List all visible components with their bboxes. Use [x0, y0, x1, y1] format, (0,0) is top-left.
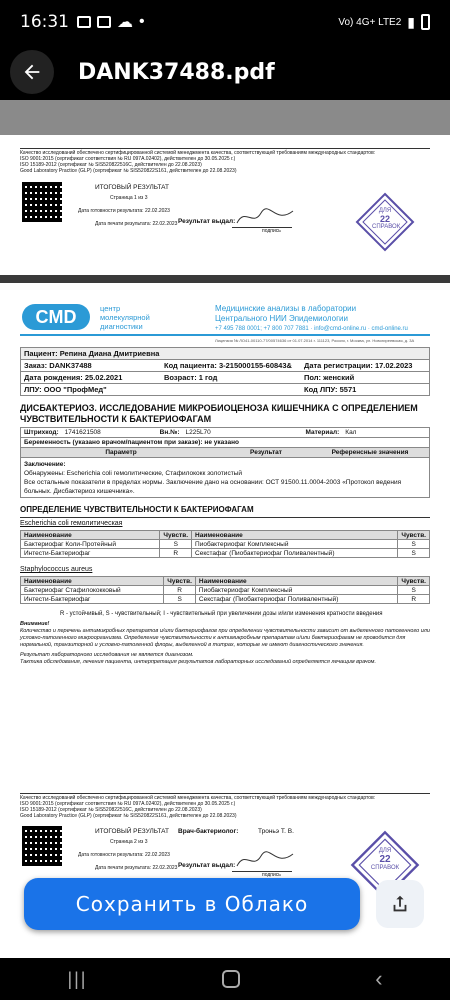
cert-line: Качество исследований обеспечено сертифицированной системой менеджмента качества, соответствующей требованиям международных стандартов: [20, 150, 376, 156]
phage-sens: R [164, 586, 196, 595]
result-title: ИТОГОВЫЙ РЕЗУЛЬТАТ [95, 184, 169, 191]
th-sens: Чувств. [164, 577, 196, 586]
sign-label: подпись [262, 872, 281, 878]
issued-label: Результат выдал: [178, 862, 236, 869]
sensitivity-title: ОПРЕДЕЛЕНИЕ ЧУВСТВИТЕЛЬНОСТИ К БАКТЕРИОФАГАМ [20, 505, 254, 514]
qr-code [22, 826, 62, 866]
note-line: Тактика обследования, лечения пациента, интерпретация результатов лабораторных исследований определяется лечащим врачом. [20, 659, 376, 665]
phage-name: Интести-Бактериофаг [21, 595, 164, 604]
sex: Пол: женский [304, 373, 355, 382]
phage-sens: S [160, 540, 192, 549]
cert-line: Good Laboratory Practice (GLP) (сертификат № SIS520822S161, действителен до 22.08.2023) [20, 813, 237, 819]
ready-date: Дата готовности результата: 22.02.2023 [78, 852, 170, 858]
organism-staph: Staphylococcus aureus [20, 566, 93, 573]
table-row [21, 595, 430, 604]
phage-sens: R [160, 549, 192, 558]
table-row [21, 586, 430, 595]
phage-sens: R [398, 595, 430, 604]
pdf-page-2 [0, 283, 450, 790]
cert-line: Good Laboratory Practice (GLP) (сертификат № SIS520822S161, действителен до 22.08.2023) [20, 168, 237, 174]
patient-name: Пациент: Репина Диана Дмитриевна [20, 347, 430, 360]
arrow-left-icon [21, 61, 43, 83]
phage-name: Бактериофаг Стафилококковый [21, 586, 164, 595]
pdf-page-2-footer [0, 790, 450, 958]
cert-line: ISO 15189-2012 (сертификат № SIS520822516С, действителен до 22.08.2023) [20, 162, 202, 168]
print-date: Дата печати результата: 22.02.2023 [95, 865, 178, 871]
pdf-viewer[interactable] [0, 100, 450, 958]
ecoli-table [20, 530, 430, 558]
phage-sens: S [398, 540, 430, 549]
org-line-1: Медицинские анализы в лаборатории [215, 304, 357, 313]
test-heading: ДИСБАКТЕРИОЗ. ИССЛЕДОВАНИЕ МИКРОБИОЦЕНОЗА КИШЕЧНИКА С ОПРЕДЕЛЕНИЕМ ЧУВСТВИТЕЛЬНОСТИ К БАКТЕРИОФАГАМ [20, 403, 418, 424]
doctor-label: Врач-бактериолог: [178, 828, 239, 835]
phage-name: Секстафаг (Пиобактериофаг Поливалентный) [192, 549, 398, 558]
result-title: ИТОГОВЫЙ РЕЗУЛЬТАТ [95, 828, 169, 835]
note-line: Результат лабораторного исследования не является диагнозом. [20, 652, 194, 658]
barcode-value: 1741621508 [64, 429, 101, 436]
message-icon [77, 16, 91, 28]
doctor-name: Троньэ Т. В. [258, 828, 294, 835]
org-phones: +7 495 788 0001; +7 800 707 7881 · info@cmd-online.ru · cmd-online.ru [215, 326, 408, 332]
registration-date: Дата регистрации: 17.02.2023 [304, 361, 413, 370]
note-line: нормальной, транзиторной и условно-патогенной флоры, выделенной в титрах, которые не имеют диагностического значения. [20, 642, 364, 648]
cert-line: ISO 9001:2015 (сертификат соответствия № RU 097A.02402), действителен до 30.05.2025 г.) [20, 801, 236, 807]
th-name: Наименование [192, 531, 398, 540]
patient-code: Код пациента: 3-215000155-60843& [164, 361, 292, 370]
conclusion-line: Все остальные показатели в пределах нормы. Заключение дано на основании: ОСТ 91500.11.0004-2003 «Протокол ведения [24, 479, 402, 486]
ready-date: Дата готовности результата: 22.02.2023 [78, 208, 170, 214]
bn-value: L225L70 [185, 429, 211, 436]
th-name: Наименование [21, 577, 164, 586]
qr-code [22, 182, 62, 222]
col-result: Результат [250, 449, 282, 456]
table-row [21, 540, 430, 549]
status-right [338, 14, 430, 31]
signature-image [235, 848, 295, 872]
status-time: 16:31 [20, 12, 69, 32]
back-button[interactable] [10, 50, 54, 94]
conclusion-line: Обнаружены: Escherichia coli гемолитические, Стафилококк золотистый [24, 470, 242, 477]
share-icon [389, 893, 411, 915]
license-line: Лицензия № ЛО41-00110-77/00574636 от 01.07.2014 г. 111123, Россия, г. Москва, ул. Новогиреевская, д. 3А [215, 338, 415, 343]
logo-subtitle: центр молекулярной диагностики [100, 304, 150, 331]
signature-image [235, 205, 295, 229]
cloud-icon: ☁ [117, 14, 133, 31]
material-value: Кал [345, 429, 357, 436]
phage-name: Секстафаг (Пиобактериофаг Поливалентный) [195, 595, 397, 604]
th-name: Наименование [195, 577, 397, 586]
pdf-page-1 [0, 135, 450, 275]
issued-label: Результат выдал: [178, 218, 236, 225]
signal-icon: ▮ [407, 13, 415, 30]
material-label: Материал: [305, 429, 340, 436]
legend: R - устойчивый, S - чувствительный; I - чувствительный при увеличении дозы и/или изменения кратности введения [60, 611, 383, 617]
staph-table [20, 576, 430, 604]
note-line: условно-патогенного микроорганизма. Определение чувствительности к антимикробным препаратам и/или бактериофагам не проводится для [20, 635, 406, 641]
col-param: Параметр [105, 449, 137, 456]
notification-icons [77, 12, 145, 32]
page-number: Страница 2 из 3 [110, 839, 148, 845]
file-title: DANK37488.pdf [78, 59, 275, 85]
network-label: Vo) 4G+ LTE2 [338, 16, 402, 28]
cmd-logo: CMD [22, 304, 90, 330]
sign-label: подпись [262, 228, 281, 234]
bn-label: Вн.№: [159, 429, 180, 436]
cert-line: ISO 15189-2012 (сертификат № SIS520822516С, действителен до 22.08.2023) [20, 807, 202, 813]
organism-ecoli: Escherichia coli гемолитическая [20, 520, 123, 527]
recent-apps-icon[interactable]: ||| [67, 968, 88, 989]
order-number: Заказ: DANK37488 [24, 361, 92, 370]
th-sens: Чувств. [398, 577, 430, 586]
birth-date: Дата рождения: 25.02.2021 [24, 373, 123, 382]
lpu-code: Код ЛПУ: 5571 [304, 385, 357, 394]
dot-icon: • [139, 13, 145, 30]
battery-icon [421, 14, 430, 30]
save-to-cloud-button[interactable]: Сохранить в Облако [24, 878, 360, 930]
phage-name: Интести-Бактериофаг [21, 549, 160, 558]
col-ref: Референсные значения [331, 449, 409, 456]
conclusion-title: Заключение: [24, 461, 66, 468]
phage-name: Пиобактериофаг Комплексный [195, 586, 397, 595]
system-nav-bar [0, 958, 450, 1000]
phage-name: Пиобактериофаг Комплексный [192, 540, 398, 549]
th-sens: Чувств. [398, 531, 430, 540]
app-bar [0, 44, 450, 100]
org-line-2: Центрального НИИ Эпидемиологии [215, 314, 348, 323]
barcode-label: Штрихкод: [24, 429, 59, 436]
pregnancy: Беременность (указано врачом/пациентом при заказе): не указано [20, 438, 430, 448]
print-date: Дата печати результата: 22.02.2023 [95, 221, 178, 227]
conclusion-line: больных. Дисбактериоз кишечника». [24, 488, 135, 495]
note-line: Количество и перечень антимикробных препаратов и/или бактериофагов при определении чувствительности зависит от выделенного патогенного или [20, 628, 430, 634]
lpu: ЛПУ: ООО "ПрофМед" [24, 385, 107, 394]
patient-info [20, 347, 430, 396]
cert-line: ISO 9001:2015 (сертификат соответствия № RU 097A.02402), действителен до 30.05.2025 г.) [20, 156, 236, 162]
phage-sens: S [398, 586, 430, 595]
attention-label: Внимание! [20, 621, 50, 627]
stamp-text: ДЛЯ 22 СПРАВОК [372, 208, 401, 230]
status-bar [0, 0, 450, 44]
phage-name: Бактериофаг Коли-Протейный [21, 540, 160, 549]
back-nav-icon[interactable]: ‹ [375, 966, 383, 991]
th-sens: Чувств. [160, 531, 192, 540]
age: Возраст: 1 год [164, 373, 218, 382]
home-icon[interactable] [222, 970, 240, 988]
table-row [21, 549, 430, 558]
share-button[interactable] [376, 880, 424, 928]
page-number: Страница 1 из 3 [110, 195, 148, 201]
cert-line: Качество исследований обеспечено сертифицированной системой менеджмента качества, соответствующей требованиям международных стандартов: [20, 795, 376, 801]
phage-sens: S [164, 595, 196, 604]
image-icon [97, 16, 111, 28]
phage-sens: S [398, 549, 430, 558]
stamp-text: ДЛЯ 22 СПРАВОК [370, 848, 400, 871]
th-name: Наименование [21, 531, 160, 540]
